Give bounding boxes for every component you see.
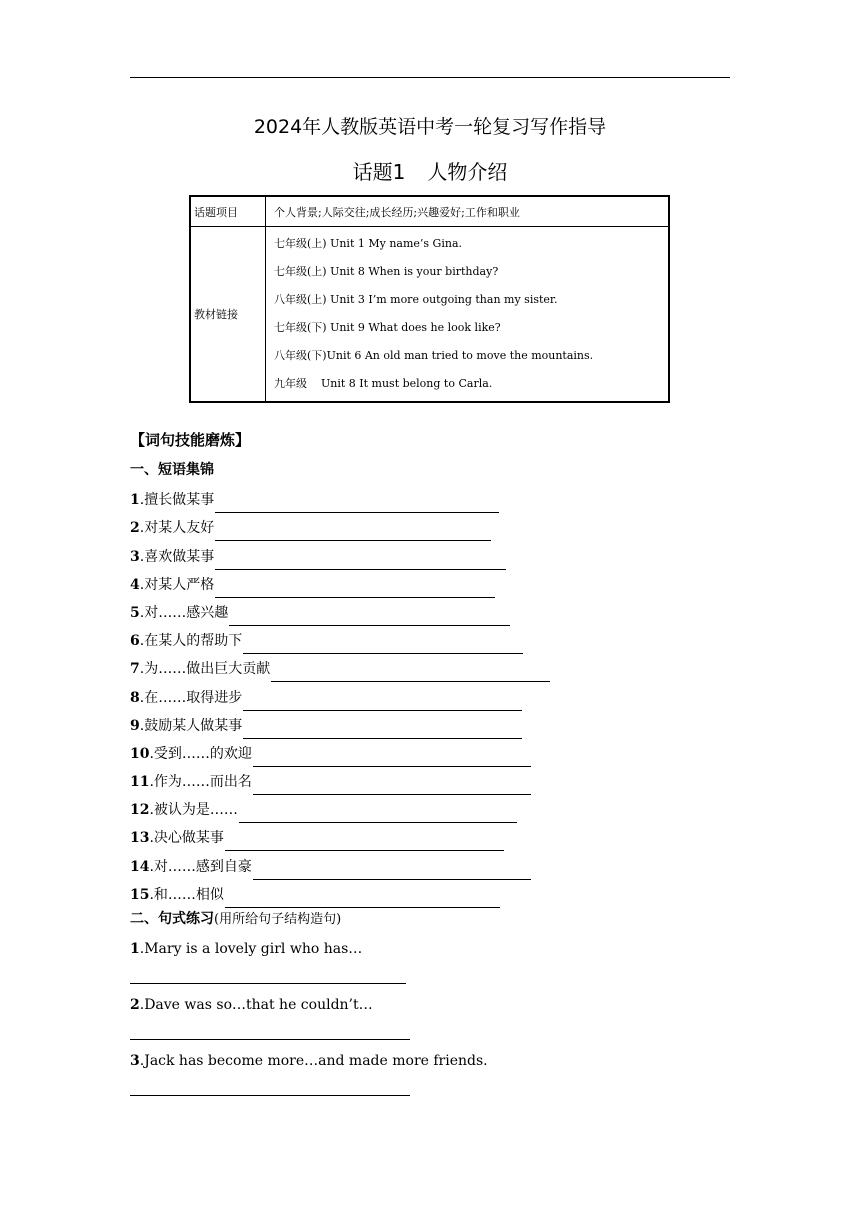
answer-blank[interactable]	[225, 893, 500, 908]
item-number: 15	[130, 886, 150, 903]
item-number: 5	[130, 604, 140, 621]
list-item: 九年级 Unit 8 It must belong to Carla.	[274, 377, 493, 390]
item-number: 12	[130, 802, 150, 819]
list-item	[130, 570, 550, 598]
topic-heading	[0, 157, 860, 187]
document-title: 2024年人教版英语中考一轮复习写作指导	[253, 116, 607, 138]
sentence-text: .Dave was so…that he couldn’t…	[139, 997, 373, 1013]
item-number: 11	[130, 774, 150, 791]
list-item	[130, 682, 550, 710]
list-item	[130, 880, 550, 908]
list-item	[130, 823, 550, 851]
list-item	[130, 626, 550, 654]
part2-title-text: 二、句式练习	[130, 911, 214, 927]
list-item	[130, 795, 550, 823]
answer-blank[interactable]	[253, 780, 531, 795]
textbook-links-label: 教材链接	[190, 227, 266, 403]
list-item	[130, 598, 550, 626]
topic-items-label: 话题项目	[190, 196, 266, 227]
textbook-links-cell	[266, 227, 670, 403]
answer-blank[interactable]	[215, 555, 506, 570]
answer-blank[interactable]	[229, 611, 510, 626]
answer-blank[interactable]	[243, 639, 523, 654]
phrase-text: .对……感兴趣	[139, 604, 229, 621]
list-item	[130, 541, 550, 569]
answer-blank[interactable]	[239, 808, 517, 823]
part1-title: 一、短语集锦	[130, 462, 214, 478]
phrase-text: .喜欢做某事	[139, 548, 215, 565]
answer-blank[interactable]	[215, 498, 499, 513]
phrase-text: .在……取得进步	[139, 689, 243, 706]
answer-blank[interactable]	[215, 526, 491, 541]
part2-instruction: (用所给句子结构造句)	[214, 912, 342, 927]
phrase-text: .对某人严格	[139, 576, 215, 593]
item-number: 4	[130, 576, 140, 593]
item-number: 9	[130, 717, 140, 734]
list-item	[130, 711, 550, 739]
item-number: 8	[130, 689, 140, 706]
sentence-prompt	[130, 938, 362, 960]
answer-line[interactable]	[130, 983, 406, 984]
answer-blank[interactable]	[243, 696, 522, 711]
phrase-text: .决心做某事	[149, 830, 224, 847]
phrase-text: .对……感到自豪	[149, 858, 252, 875]
header-rule	[130, 77, 730, 78]
sentence-prompt	[130, 1050, 488, 1072]
phrase-text: .作为……而出名	[149, 774, 252, 791]
item-number: 10	[130, 745, 150, 762]
phrase-text: .擅长做某事	[139, 492, 215, 509]
answer-blank[interactable]	[215, 583, 495, 598]
phrase-text: .在某人的帮助下	[139, 633, 243, 650]
phrase-text: .和……相似	[149, 886, 224, 903]
phrase-text: .被认为是……	[149, 802, 238, 819]
phrase-text: .受到……的欢迎	[149, 745, 252, 762]
item-number: 6	[130, 633, 140, 650]
list-item: 八年级(下)Unit 6 An old man tried to move the mountains.	[274, 349, 594, 362]
list-item	[130, 654, 550, 682]
topic-items-value: 个人背景;人际交往;成长经历;兴趣爱好;工作和职业	[266, 196, 670, 227]
topic-info-table	[189, 195, 670, 403]
item-number: 14	[130, 858, 150, 875]
list-item	[130, 851, 550, 879]
list-item	[130, 739, 550, 767]
answer-line[interactable]	[130, 1095, 410, 1096]
sentence-text: .Jack has become more…and made more friends.	[139, 1053, 488, 1069]
item-number: 7	[130, 661, 140, 678]
answer-blank[interactable]	[225, 836, 504, 851]
item-number: 3	[130, 1053, 140, 1069]
item-number: 3	[130, 548, 140, 565]
list-item: 七年级(上) Unit 8 When is your birthday?	[274, 265, 499, 278]
list-item	[130, 513, 550, 541]
item-number: 1	[130, 492, 140, 509]
phrase-text: .为……做出巨大贡献	[139, 661, 271, 678]
sentence-text: .Mary is a lovely girl who has…	[139, 941, 363, 957]
textbook-links-list	[274, 227, 660, 401]
answer-blank[interactable]	[243, 724, 522, 739]
topic-name: 人物介绍	[427, 160, 508, 184]
sentence-prompt	[130, 994, 373, 1016]
answer-blank[interactable]	[253, 752, 531, 767]
answer-line[interactable]	[130, 1039, 410, 1040]
part2-title	[130, 908, 341, 931]
item-number: 13	[130, 830, 150, 847]
list-item	[130, 767, 550, 795]
table-row	[190, 227, 669, 403]
item-number: 1	[130, 941, 140, 957]
phrase-text: .鼓励某人做某事	[139, 717, 243, 734]
phrase-list	[130, 485, 550, 908]
list-item	[130, 485, 550, 513]
list-item: 七年级(上) Unit 1 My name’s Gina.	[274, 237, 463, 250]
section-title: 【词句技能磨炼】	[130, 431, 251, 449]
item-number: 2	[130, 520, 140, 537]
list-item: 七年级(下) Unit 9 What does he look like?	[274, 321, 501, 334]
answer-blank[interactable]	[253, 865, 531, 880]
phrase-text: .对某人友好	[139, 520, 215, 537]
answer-blank[interactable]	[271, 667, 550, 682]
table-row	[190, 196, 669, 227]
topic-label: 话题1	[352, 160, 406, 184]
list-item: 八年级(上) Unit 3 I’m more outgoing than my sister.	[274, 293, 558, 306]
item-number: 2	[130, 997, 140, 1013]
